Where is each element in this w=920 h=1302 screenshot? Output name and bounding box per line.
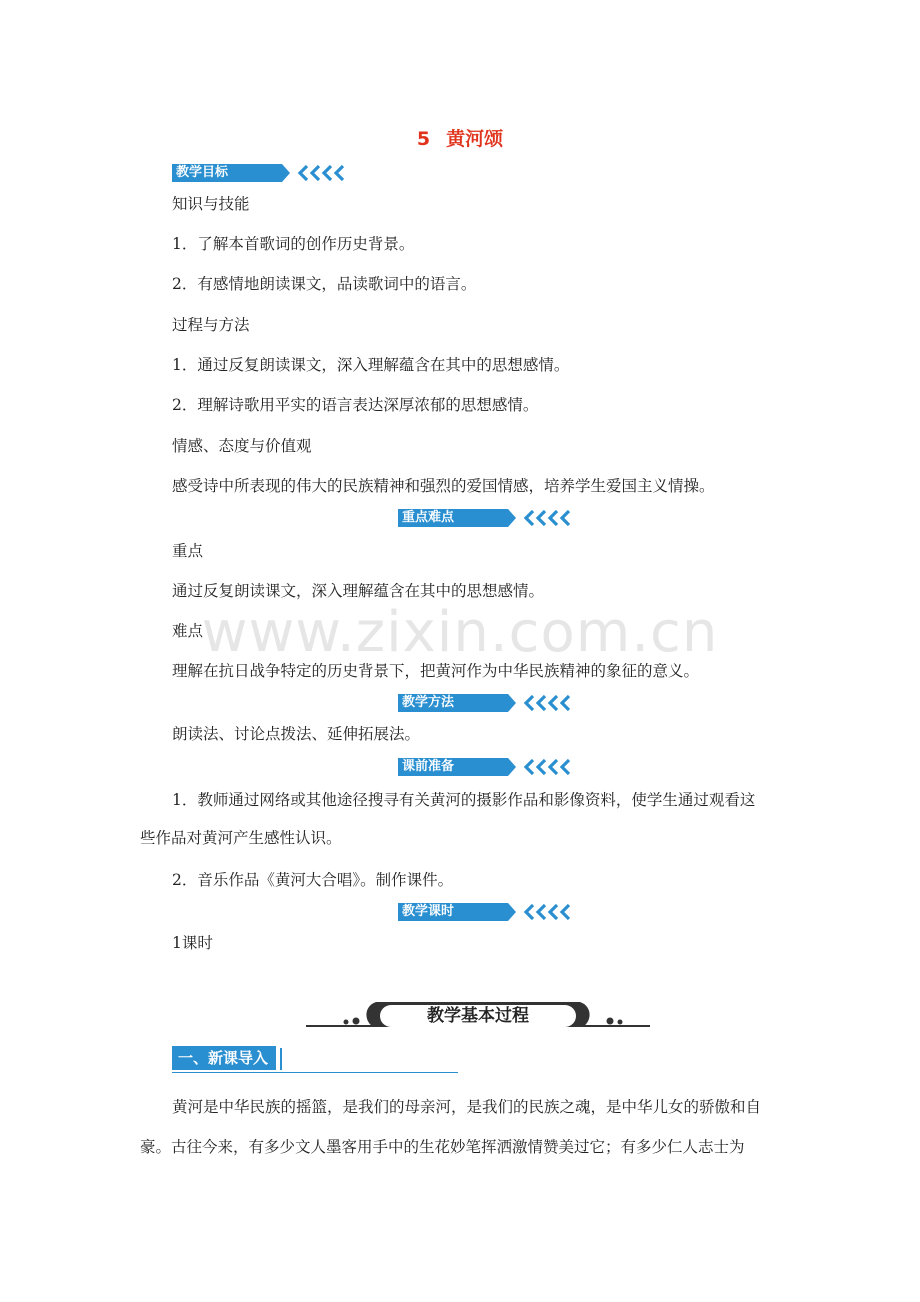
method-text: 朗读法、讨论点拨法、延伸拓展法。 <box>172 725 421 743</box>
badge-label: 教学目标 <box>172 164 282 182</box>
chevrons-icon <box>522 693 570 713</box>
intro-line-1: 黄河是中华民族的摇篮，是我们的母亲河，是我们的民族之魂，是中华儿女的骄傲和自 <box>172 1098 762 1116</box>
goal-p1: 1．通过反复朗读课文，深入理解蕴含在其中的思想感情。 <box>172 356 570 374</box>
badge-hours <box>398 902 570 922</box>
goal-p2: 2．理解诗歌用平实的语言表达深厚浓郁的思想感情。 <box>172 396 539 414</box>
intro-line-2: 豪。古往今来，有多少文人墨客用手中的生花妙笔挥洒激情赞美过它；有多少仁人志士为 <box>140 1138 745 1156</box>
watermark: www.zixin.com.cn <box>201 600 719 665</box>
badge-label: 重点难点 <box>398 509 508 527</box>
badge-method <box>398 693 570 713</box>
key-text: 通过反复朗读课文，深入理解蕴含在其中的思想感情。 <box>172 582 545 600</box>
badge-label: 教学方法 <box>398 694 508 712</box>
prep-1a: 1．教师通过网络或其他途径搜寻有关黄河的摄影作品和影像资料，使学生通过观看这 <box>172 791 756 809</box>
heading-emotion: 情感、态度与价值观 <box>172 437 312 455</box>
badge-prep <box>398 757 570 777</box>
chevrons-icon <box>522 508 570 528</box>
difficult-text: 理解在抗日战争特定的历史背景下，把黄河作为中华民族精神的象征的意义。 <box>172 662 700 680</box>
chevrons-icon <box>522 757 570 777</box>
heading-key: 重点 <box>172 542 204 560</box>
chevrons-icon <box>296 163 344 183</box>
title-number: 5 <box>416 128 431 150</box>
chevrons-icon <box>522 902 570 922</box>
section-label: 一、新课导入 <box>172 1046 276 1070</box>
heading-difficult: 难点 <box>172 622 204 640</box>
goal-k2: 2．有感情地朗读课文，品读歌词中的语言。 <box>172 275 477 293</box>
badge-label: 课前准备 <box>398 758 508 776</box>
section-bar <box>280 1048 282 1070</box>
section-intro-header <box>172 1046 282 1070</box>
goal-k1: 1．了解本首歌词的创作历史背景。 <box>172 235 415 253</box>
page-title <box>0 124 920 151</box>
badge-key-points <box>398 508 570 528</box>
badge-label: 教学课时 <box>398 903 508 921</box>
prep-2: 2．音乐作品《黄河大合唱》。制作课件。 <box>172 871 454 889</box>
heading-process: 过程与方法 <box>172 316 250 334</box>
title-text: 黄河颂 <box>446 128 504 150</box>
badge-goals <box>172 163 344 183</box>
prep-1b: 些作品对黄河产生感性认识。 <box>140 829 342 847</box>
hours-text: 1课时 <box>172 934 213 952</box>
section-underline <box>172 1072 458 1073</box>
process-banner <box>306 996 650 1032</box>
banner-title: 教学基本过程 <box>427 1006 529 1026</box>
goal-e1: 感受诗中所表现的伟大的民族精神和强烈的爱国情感，培养学生爱国主义情操。 <box>172 477 715 495</box>
heading-knowledge: 知识与技能 <box>172 195 250 213</box>
